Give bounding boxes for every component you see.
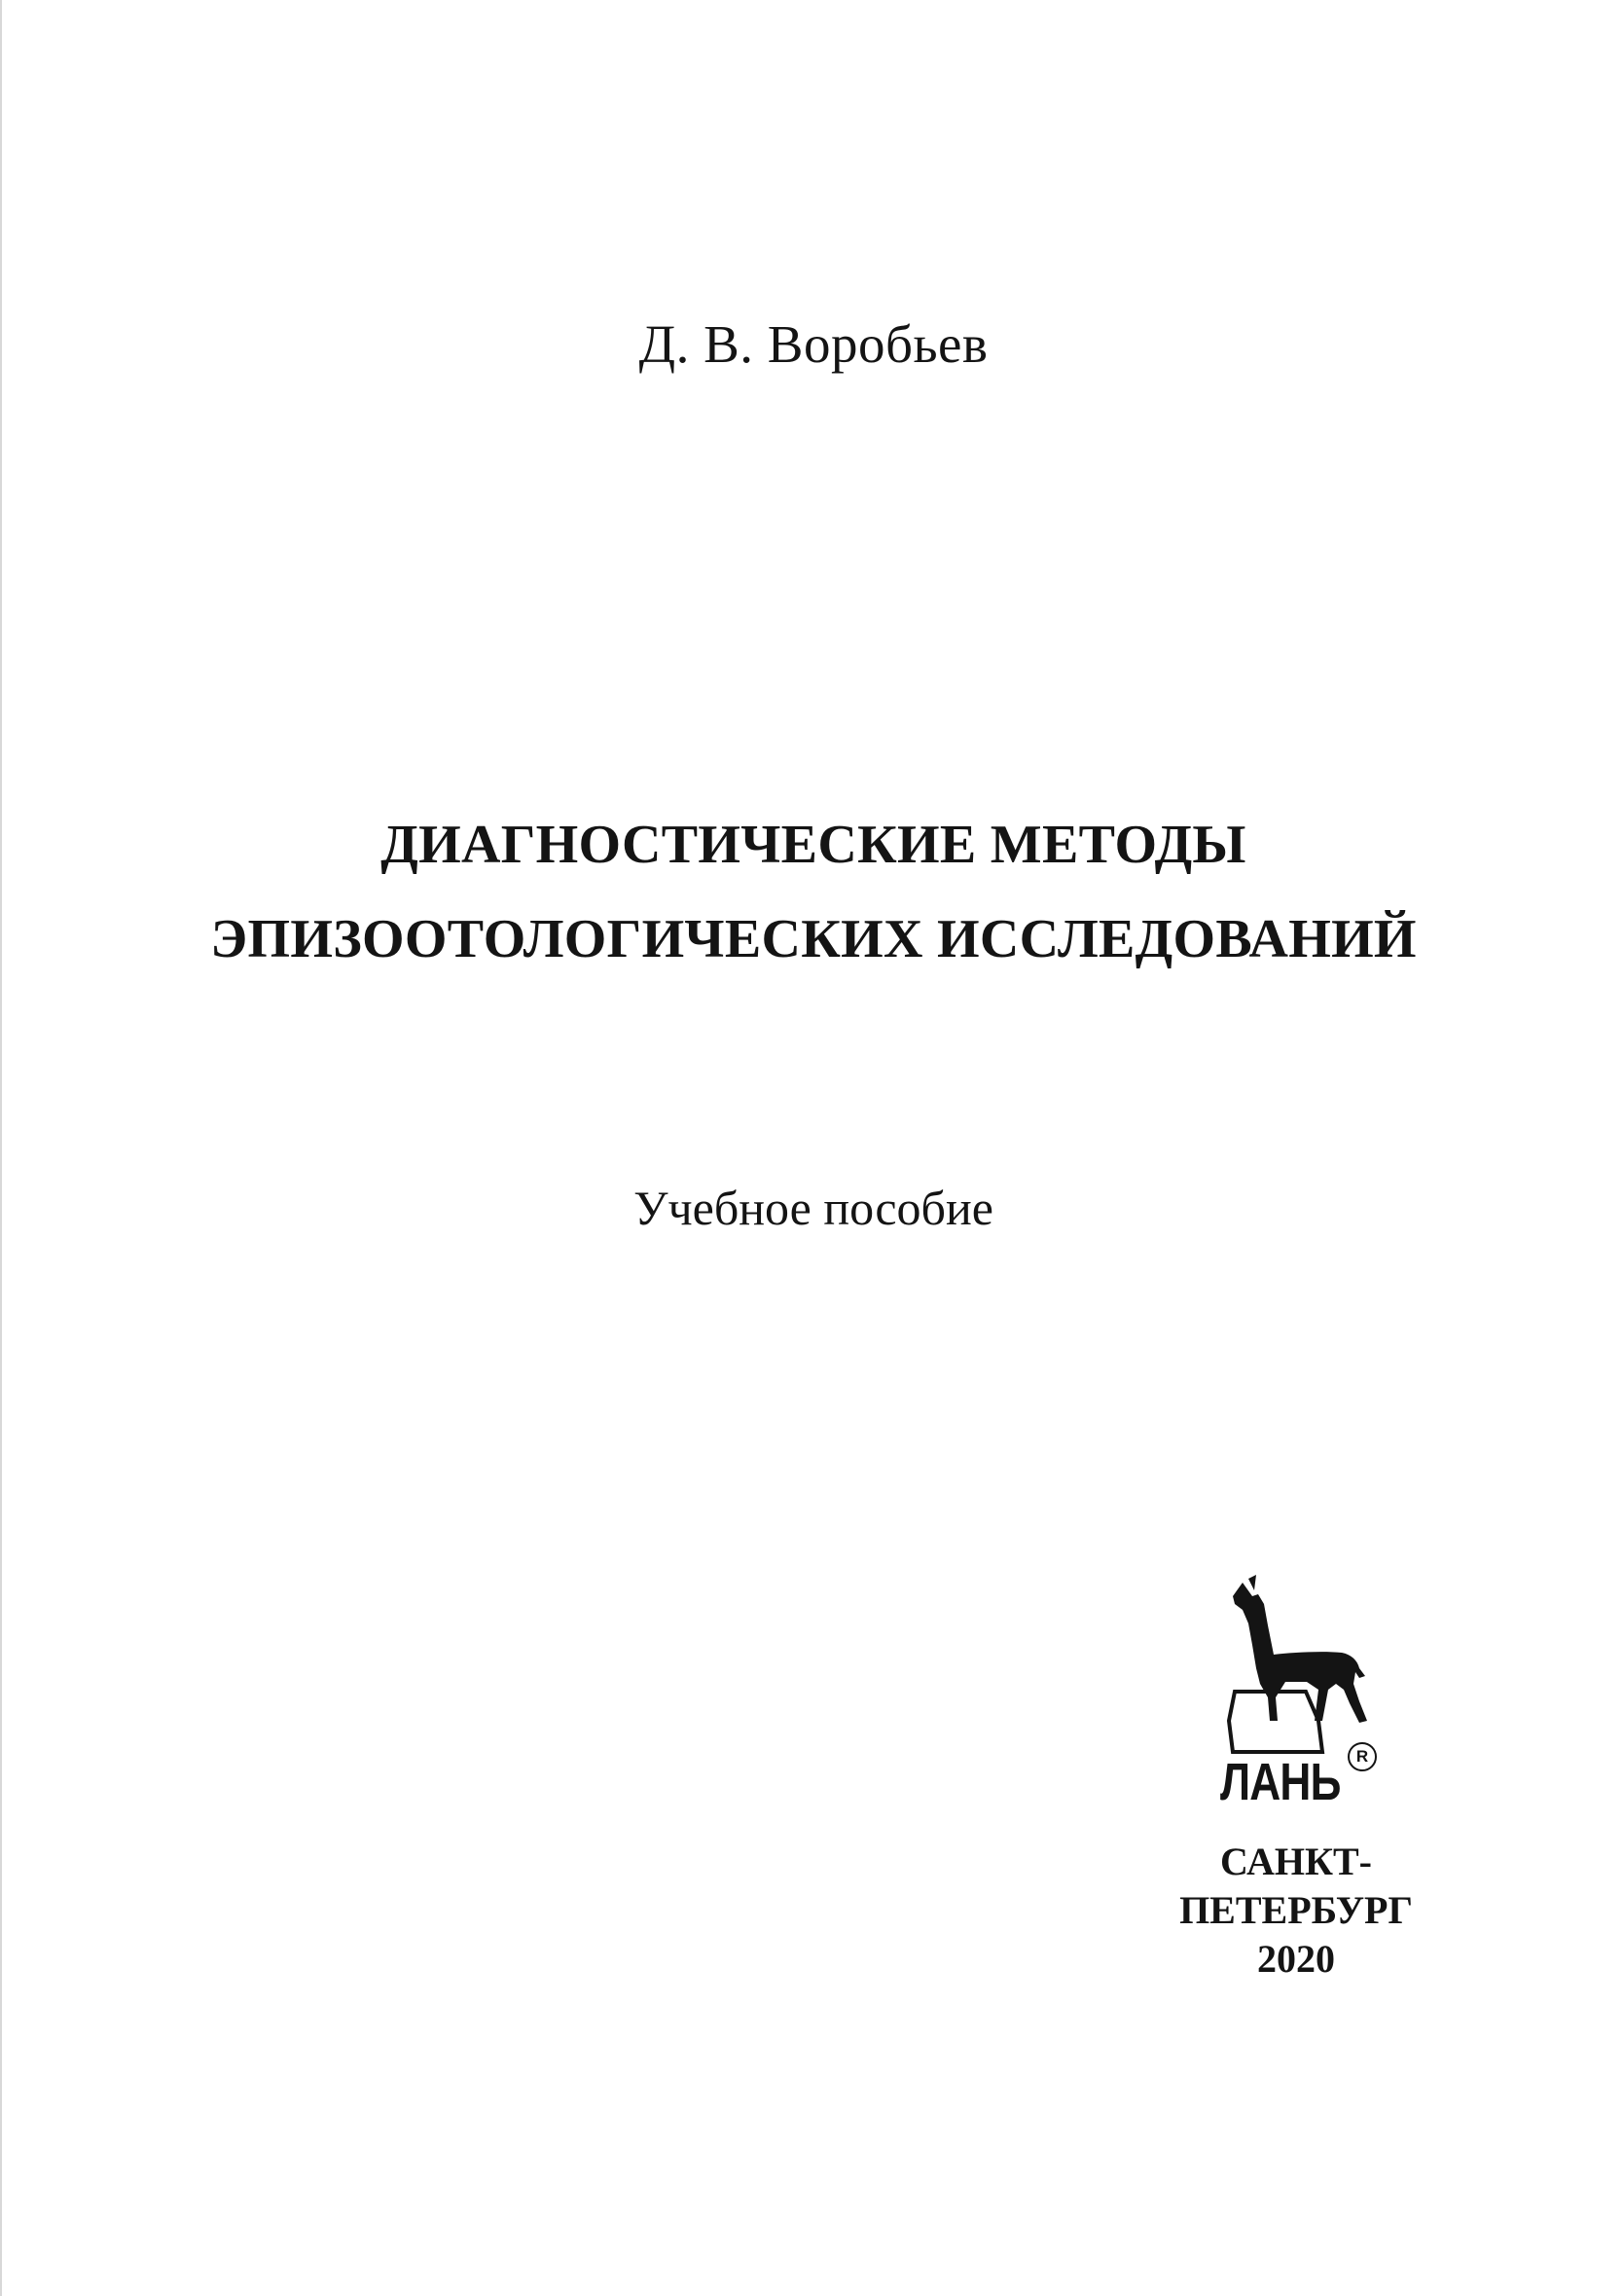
- publisher-logo-text: ЛАНЬ: [1220, 1753, 1341, 1811]
- imprint: [1150, 1838, 1442, 1984]
- imprint-year: 2020: [1257, 1937, 1335, 1981]
- book-title-line-1: ДИАГНОСТИЧЕСКИЕ МЕТОДЫ: [380, 815, 1246, 875]
- book-title: [2, 798, 1623, 987]
- author-name: Д. В. Воробьев: [638, 314, 989, 374]
- registered-mark: R: [1348, 1742, 1377, 1771]
- book-title-line-2: ЭПИЗООТОЛОГИЧЕСКИХ ИССЛЕДОВАНИЙ: [210, 909, 1417, 969]
- book-subtitle: Учебное пособие: [633, 1181, 993, 1235]
- imprint-city-line-2: ПЕТЕРБУРГ: [1179, 1888, 1413, 1932]
- imprint-city-line-1: САНКТ-: [1220, 1840, 1372, 1883]
